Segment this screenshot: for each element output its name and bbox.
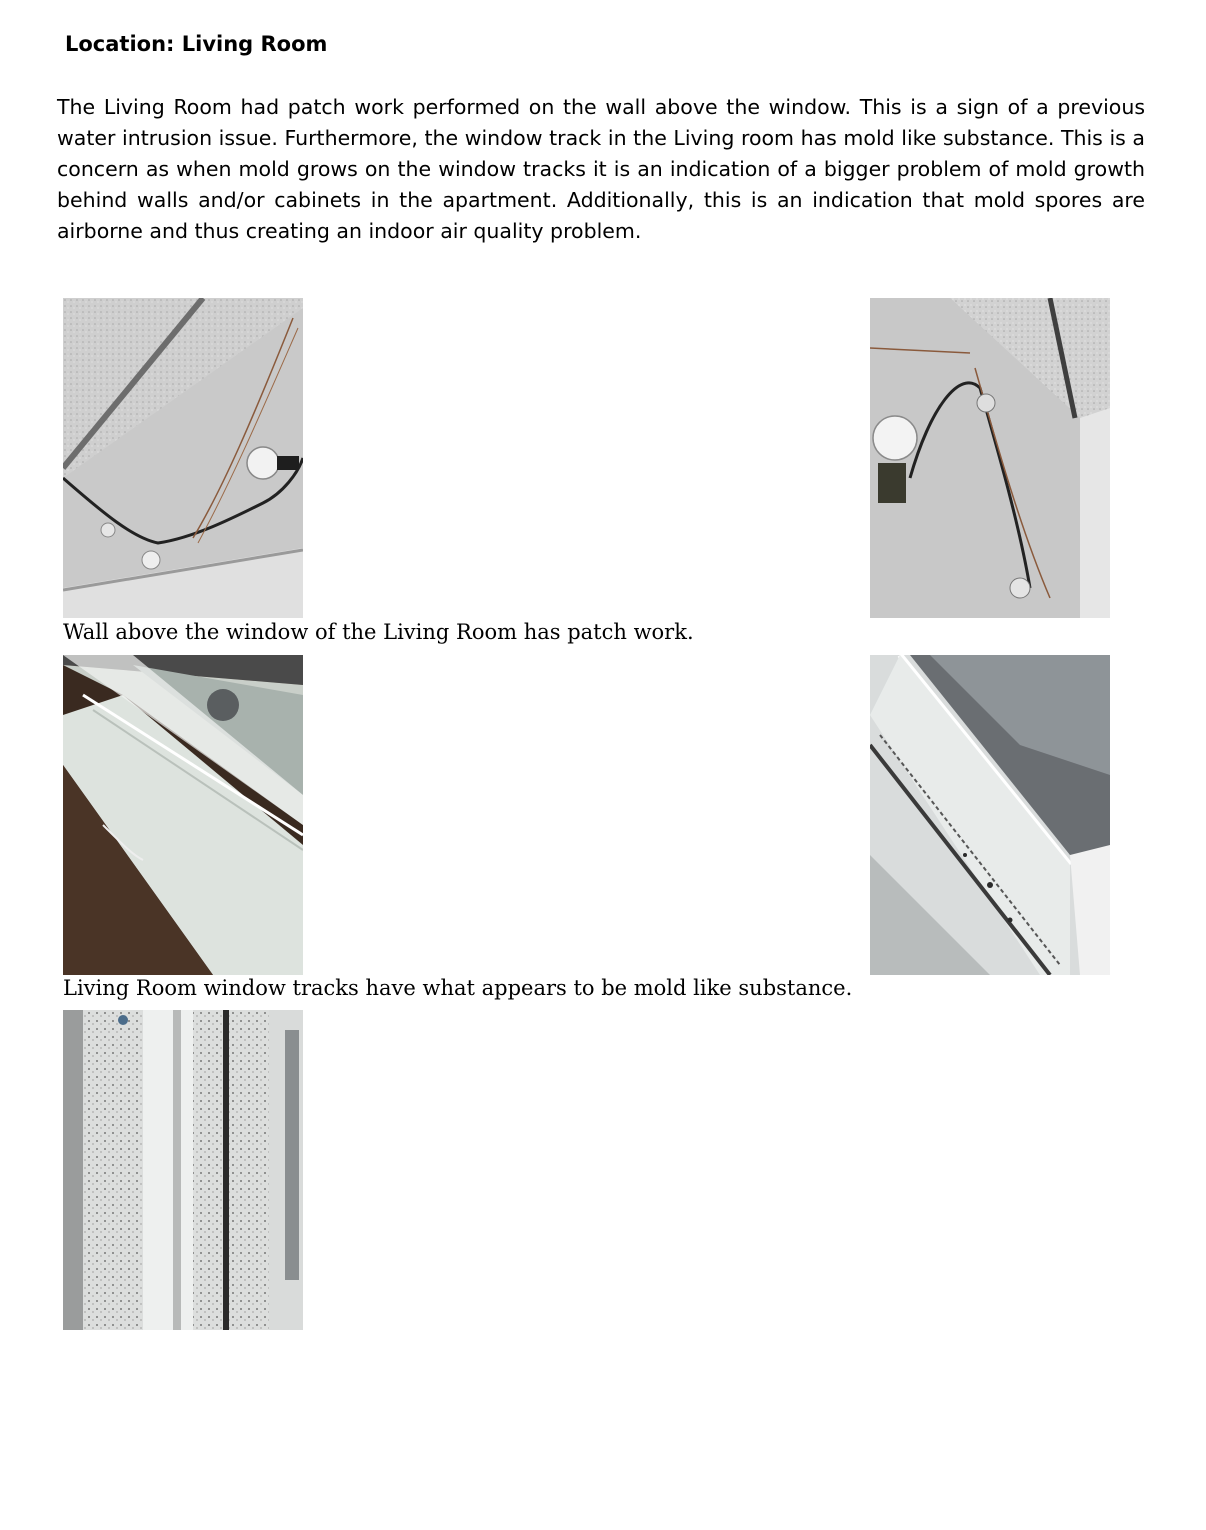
findings-paragraph: The Living Room had patch work performed on the wall above the window. This is a sign of a previous water intrusion issue. Furthermore, the window track in the Living room has mold like substance. This is a concern as when mold grows on the window tracks it is an indication of a bigger problem of mold growth behind walls and/or cabinets in the apartment. Additionally, this is an indication that mold spores are airborne and thus creating an indoor air quality problem.	[57, 95, 1145, 243]
caption-wall-patch: Wall above the window of the Living Room has patch work.	[63, 620, 694, 644]
photo-window-sill	[63, 655, 303, 975]
photo-wall-left-image	[63, 298, 303, 618]
caption-window-tracks: Living Room window tracks have what appears to be mold like substance.	[63, 976, 853, 1000]
photo-track-dirty-image	[63, 1010, 303, 1330]
photo-track-closeup	[870, 655, 1110, 975]
photo-wall-right	[870, 298, 1110, 618]
section-heading: Location: Living Room	[65, 32, 328, 56]
photo-track-closeup-image	[870, 655, 1110, 975]
photo-wall-right-image	[870, 298, 1110, 618]
photo-track-dirty	[63, 1010, 303, 1330]
photo-wall-left	[63, 298, 303, 618]
photo-window-sill-image	[63, 655, 303, 975]
